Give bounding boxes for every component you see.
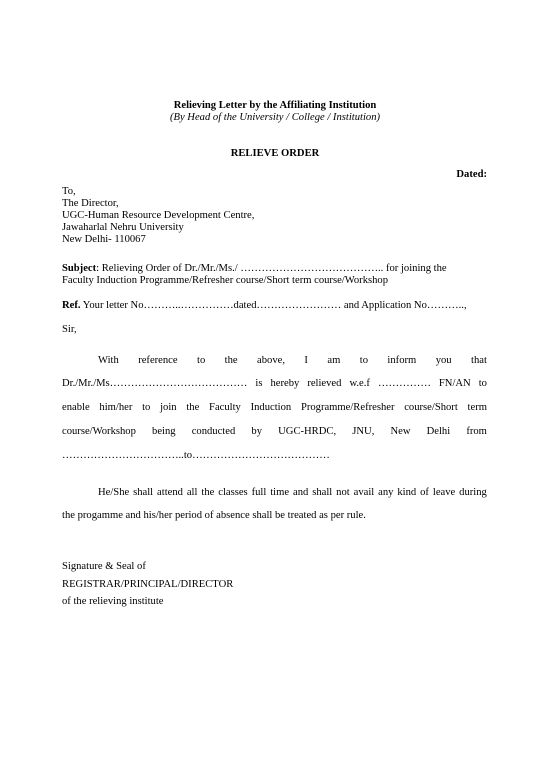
address-to: To, [62, 186, 76, 197]
word: time [270, 487, 290, 498]
word: of [420, 487, 429, 498]
word: from [466, 426, 487, 437]
subject-line-2: Faculty Induction Programme/Refresher course/Short term course/Workshop [62, 275, 389, 286]
word: to [478, 378, 487, 389]
word: He/She [98, 487, 130, 498]
word: reference [138, 355, 178, 366]
word: inform [387, 355, 417, 366]
word: w.e.f [349, 378, 370, 389]
word: shall [312, 487, 333, 498]
word: Dr./Mr./Ms………………………………… [62, 378, 248, 389]
word: New [390, 426, 411, 437]
letter-subtitle: (By Head of the University / College / Institution) [169, 112, 381, 123]
word: shall [133, 487, 154, 498]
signature-title: REGISTRAR/PRINCIPAL/DIRECTOR [62, 579, 234, 590]
word: the [224, 355, 238, 366]
subject-line-1 [62, 264, 487, 275]
word: …………… [377, 378, 431, 389]
word: conducted [191, 426, 236, 437]
word: Induction [250, 402, 292, 413]
word: With [98, 355, 119, 366]
address-director: The Director, [62, 198, 119, 209]
signature-line-3: of the relieving institute [62, 596, 164, 607]
para2-line-2: the progamme and his/her period of absence shall be treated as per rule. [62, 510, 366, 521]
salutation: Sir, [62, 324, 77, 335]
word: all [186, 487, 198, 498]
word: am [327, 355, 341, 366]
word: leave [432, 487, 456, 498]
para1-line-3 [62, 403, 487, 414]
word: I [304, 355, 308, 366]
word: enable [62, 402, 90, 413]
address-city: New Delhi- 110067 [62, 234, 146, 245]
word: him/her [99, 402, 133, 413]
word: course/Workshop [62, 426, 136, 437]
word: not [336, 487, 350, 498]
ref-text: Your letter No………..……………dated…………………… and Application No……….., [80, 300, 467, 311]
word: classes [218, 487, 248, 498]
signature-line-1: Signature & Seal of [62, 561, 146, 572]
word: course/Short [404, 402, 458, 413]
dated-label: Dated: [456, 169, 487, 180]
word: term [467, 402, 487, 413]
word: to [197, 355, 206, 366]
subject-text-1: : Relieving Order of Dr./Mr./Ms./ ………………………………….. for joining the [96, 263, 447, 274]
word: the [201, 487, 215, 498]
word: you [435, 355, 452, 366]
ref-label: Ref. [62, 300, 81, 311]
word: that [471, 355, 487, 366]
word: the [186, 402, 200, 413]
word: avail [353, 487, 375, 498]
word: to [142, 402, 151, 413]
address-university: Jawaharlal Nehru University [62, 222, 184, 233]
para1-line-1 [98, 356, 487, 367]
word: join [160, 402, 177, 413]
word: during [459, 487, 487, 498]
address-centre: UGC-Human Resource Development Centre, [62, 210, 255, 221]
word: Programme/Refresher [300, 402, 395, 413]
ref-line [62, 301, 467, 312]
word: and [293, 487, 309, 498]
word: being [152, 426, 176, 437]
para2-line-1 [98, 488, 487, 499]
para1-line-2 [62, 379, 487, 390]
word: hereby [270, 378, 300, 389]
word: above, [257, 355, 285, 366]
word: any [378, 487, 394, 498]
word: relieved [307, 378, 342, 389]
para1-line-4 [62, 427, 487, 438]
word: by [251, 426, 262, 437]
letter-title: Relieving Letter by the Affiliating Institution [173, 100, 377, 111]
word: attend [157, 487, 183, 498]
para1-line-5: ……………………………..to………………………………… [62, 450, 330, 461]
word: kind [397, 487, 417, 498]
word: Delhi [426, 426, 451, 437]
word: to [359, 355, 368, 366]
word: Faculty [209, 402, 241, 413]
subject-label: Subject [62, 263, 97, 274]
order-title: RELIEVE ORDER [230, 148, 320, 159]
word: full [251, 487, 267, 498]
word: FN/AN [438, 378, 471, 389]
word: is [255, 378, 263, 389]
word: UGC-HRDC, [278, 426, 337, 437]
word: JNU, [352, 426, 375, 437]
